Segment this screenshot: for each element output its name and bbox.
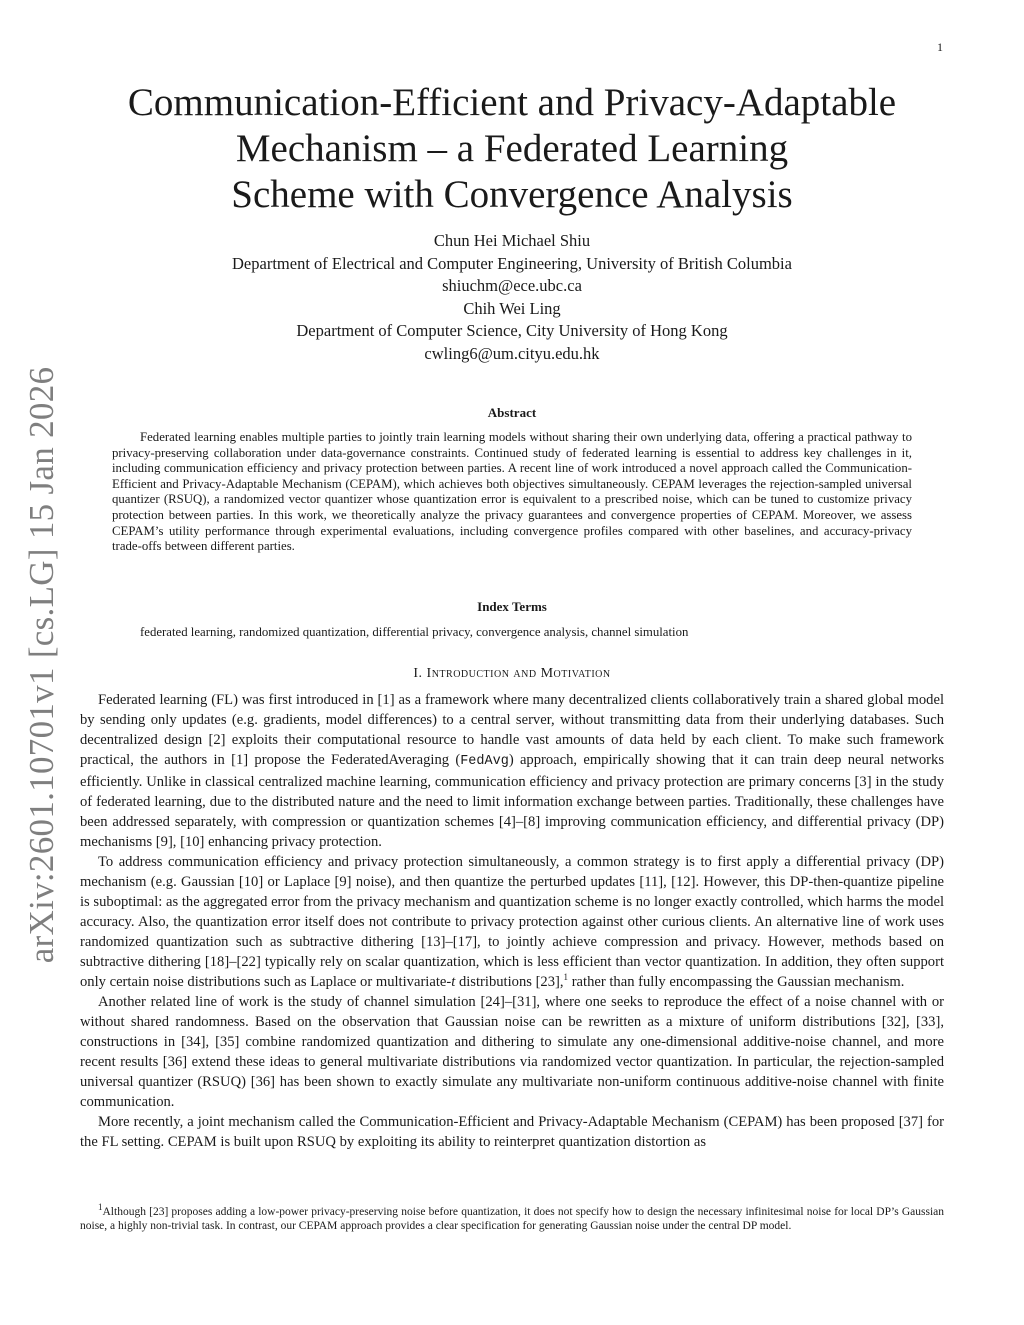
page-number: 1 bbox=[937, 40, 943, 54]
paragraph: Federated learning (FL) was first introduced in [1] as a framework where many decentralized clients collaboratively train a shared global model by sending only updates (e.g. gradients, model differences) to a central server, without transmitting data from their underlying databases. Such decentralized design [2] exploits their computational resource to handle vast amounts of data held by each client. To make such framework practical, the authors in [1] propose the FederatedAveraging (FedAvg) approach, empirically showing that it can train deep neural networks efficiently. Unlike in classical centralized machine learning, communication efficiency and privacy protection are primary concerns [3] in the study of federated learning, due to the distributed nature and the need to limit information exchange between parties. Traditionally, these challenges have been addressed separately, with compression or quantization schemes [4]–[8] improving communication efficiency, and differential privacy (DP) mechanisms [9], [10] enhancing privacy protection. bbox=[80, 692, 944, 850]
author-affiliation: Department of Computer Science, City University of Hong Kong bbox=[296, 321, 728, 340]
author-name: Chun Hei Michael Shiu bbox=[433, 231, 591, 250]
section-body bbox=[80, 690, 944, 1152]
index-terms-text: federated learning, randomized quantization, differential privacy, convergence analysis, channel simulation bbox=[140, 625, 689, 639]
index-terms-heading: Index Terms bbox=[477, 599, 547, 614]
paper-title bbox=[100, 80, 924, 218]
author-block bbox=[100, 230, 924, 365]
footnote-mark: 1 bbox=[98, 1202, 103, 1213]
paragraph: To address communication efficiency and privacy protection simultaneously, a common strategy is to first apply a differential privacy (DP) mechanism (e.g. Gaussian [10] or Laplace [9] noise), and then quantize the perturbed updates [11], [12]. However, this DP-then-quantize pipeline is suboptimal: as the aggregated error from the privacy mechanism and quantization scheme is no longer exactly controlled, which harms the model accuracy. Also, the quantization error itself does not contribute to privacy protection against other curious clients. An alternative line of work uses randomized quantization such as subtractive dithering [13]–[17], to jointly achieve compression and privacy. However, methods based on subtractive dithering [18]–[22] typically rely on scalar quantization, which is less efficient than vector quantization. In addition, they often support only certain noise distributions such as Laplace or multivariate-t distributions [23],$^1$ rather than fully encompassing the Gaussian mechanism. bbox=[80, 854, 944, 990]
abstract-heading: Abstract bbox=[487, 405, 537, 420]
math-variable: t bbox=[451, 974, 456, 990]
code-fedavg: FedAvg bbox=[460, 754, 509, 769]
title-line: Scheme with Convergence Analysis bbox=[231, 173, 793, 216]
paragraph: Another related line of work is the study of channel simulation [24]–[31], where one seeks to reproduce the effect of a noise channel with or without shared randomness. Based on the observation that Gaussian noise can be rewritten as a mixture of uniform distributions [32], [33], constructions in [34], [35] combine randomized quantization and dithering to simulate any one-dimensional additive-noise channel, and more recent results [36] extend these ideas to general multivariate distributions via randomized vector quantization. In particular, the rejection-sampled universal quantizer (RSUQ) [36] has been shown to exactly simulate any multivariate non-uniform continuous additive-noise channel with finite communication. bbox=[80, 994, 944, 1110]
author-email: shiuchm@ece.ubc.ca bbox=[442, 276, 582, 295]
abstract-text: Federated learning enables multiple parties to jointly train learning models without sharing their own underlying data, offering a practical pathway to privacy-preserving collaboration under data-governance constraints. Continued study of federated learning is essential to address key challenges in it, including communication efficiency and privacy protection between parties. A recent line of work introduced a novel approach called the Communication-Efficient and Privacy-Adaptable Mechanism (CEPAM), which achieves both objectives simultaneously. CEPAM leverages the rejection-sampled universal quantizer (RSUQ), a randomized vector quantizer whose quantization error is equivalent to a prescribed noise, which can be tuned to customize privacy protection between parties. In this work, we theoretically analyze the privacy guarantees and convergence properties of CEPAM. Moreover, we assess CEPAM’s utility performance through experimental evaluations, including convergence profiles compared with other baselines, and accuracy-privacy trade-offs between different parties. bbox=[112, 430, 912, 554]
footnote bbox=[80, 1202, 944, 1233]
author-email: cwling6@um.cityu.edu.hk bbox=[424, 343, 600, 363]
title-line: Mechanism – a Federated Learning bbox=[235, 127, 789, 170]
author-affiliation: Department of Electrical and Computer Engineering, University of British Columbia bbox=[232, 253, 792, 273]
paragraph: More recently, a joint mechanism called the Communication-Efficient and Privacy-Adaptable Mechanism (CEPAM) has been proposed [37] for the FL setting. CEPAM is built upon RSUQ by exploiting its ability to reinterpret quantization distortion as bbox=[80, 1114, 944, 1150]
footnote-marker: 1 bbox=[563, 972, 569, 983]
title-line: Communication-Efficient and Privacy-Adaptable bbox=[127, 81, 897, 124]
arxiv-identifier-stamp: arXiv:2601.10701v1 [cs.LG] 15 Jan 2026 bbox=[22, 366, 61, 964]
section-heading: I. Introduction and Motivation bbox=[413, 666, 611, 681]
footnote-text: Although [23] proposes adding a low-power privacy-preserving noise before quantization, it does not specify how to design the necessary infinitesimal noise for local DP’s Gaussian noise, a highly non-trivial task. In contrast, our CEPAM approach provides a clear specification for generating Gaussian noise under the central DP model. bbox=[80, 1206, 944, 1232]
author-name: Chih Wei Ling bbox=[463, 298, 561, 318]
